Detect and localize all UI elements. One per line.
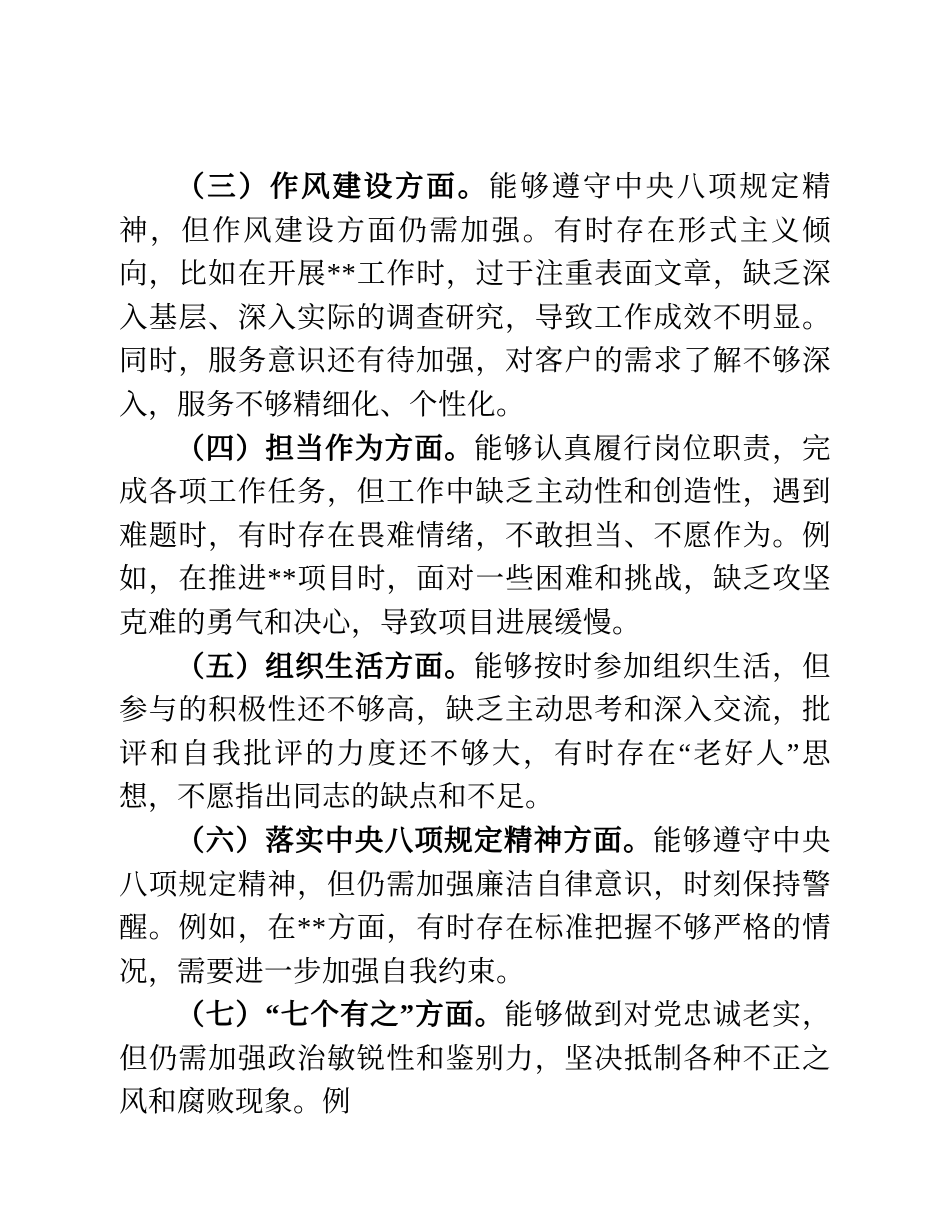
paragraph-work-style [119, 166, 831, 428]
paragraph-org-life [119, 646, 831, 820]
paragraph-heading: （七）“七个有之”方面。 [176, 1000, 505, 1032]
paragraph-heading: （四）担当作为方面。 [176, 433, 475, 465]
paragraph-seven-haves [119, 994, 831, 1125]
paragraph-heading: （五）组织生活方面。 [176, 651, 475, 683]
paragraph-body: 能够遵守中央八项规定精神，但仍需加强廉洁自律意识，时刻保持警醒。例如，在**方面，有时存在标准把握不够严格的情况，需要进一步加强自我约束。 [119, 825, 831, 988]
paragraph-eight-provisions [119, 820, 831, 994]
paragraph-body: 能够做到对党忠诚老实，但仍需加强政治敏锐性和鉴别力，坚决抵制各种不正之风和腐败现象。例 [119, 1000, 831, 1119]
paragraph-heading: （三）作风建设方面。 [176, 172, 489, 203]
document-content [119, 166, 831, 1125]
paragraph-body: 能够按时参加组织生活，但参与的积极性还不够高，缺乏主动思考和深入交流，批评和自我批评的力度还不够大，有时存在“老好人”思想，不愿指出同志的缺点和不足。 [119, 651, 831, 814]
paragraph-body: 能够认真履行岗位职责，完成各项工作任务，但工作中缺乏主动性和创造性，遇到难题时，有时存在畏难情绪，不敢担当、不愿作为。例如，在推进**项目时，面对一些困难和挑战，缺乏攻坚克难的勇气和决心，导致项目进展缓慢。 [119, 433, 831, 639]
paragraph-responsibility [119, 428, 831, 646]
paragraph-body: 能够遵守中央八项规定精神，但作风建设方面仍需加强。有时存在形式主义倾向，比如在开展**工作时，过于注重表面文章，缺乏深入基层、深入实际的调查研究，导致工作成效不明显。同时，服务意识还有待加强，对客户的需求了解不够深入，服务不够精细化、个性化。 [119, 172, 831, 421]
paragraph-heading: （六）落实中央八项规定精神方面。 [176, 825, 653, 857]
